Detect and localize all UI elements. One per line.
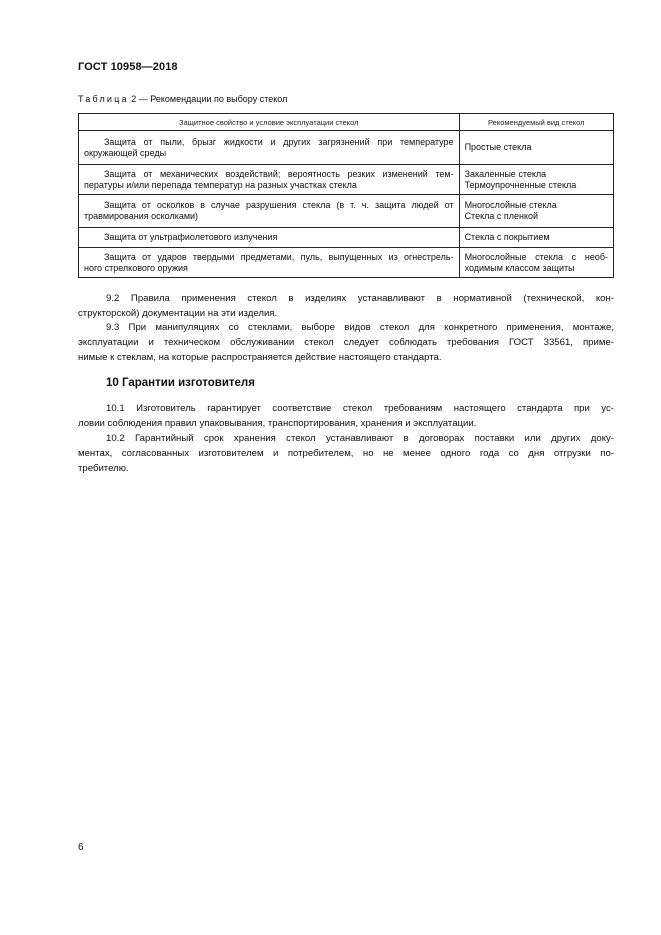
cell-line: ходимым классом защиты bbox=[464, 262, 575, 273]
paragraph-line: 10.2 Гарантийный срок хранения стекол устанавливают в договорах поставки или других доку- bbox=[106, 433, 614, 444]
table-caption bbox=[78, 94, 287, 104]
recommendation-cell bbox=[459, 248, 613, 278]
condition-cell bbox=[79, 195, 460, 228]
cell-line: Многослойные стекла bbox=[464, 200, 557, 210]
section-heading: 10 Гарантии изготовителя bbox=[106, 377, 255, 389]
paragraph-line: нимые к стеклам, на которые распространяется действие настоящего стандарта. bbox=[78, 352, 442, 363]
cell-line: окружающей среды bbox=[84, 147, 167, 158]
paragraph-line: ловии соблюдения правил упаковывания, транспортирования, хранения и эксплуатации. bbox=[78, 418, 477, 429]
clause-10-1 bbox=[78, 401, 614, 431]
cell-line: Закаленные стекла bbox=[464, 168, 547, 179]
cell-line: Защита от механических воздействий; вероятность резких изменений тем- bbox=[104, 168, 454, 179]
paragraph-line: 10.1 Изготовитель гарантирует соответствие стекол требованиям настоящего стандарта при ус- bbox=[106, 403, 614, 414]
recommendation-cell bbox=[459, 195, 613, 228]
table-caption-word: Таблица bbox=[78, 94, 129, 104]
column-header-recommendation: Рекомендуемый вид стекол bbox=[459, 114, 613, 131]
cell-line: Термоупрочненные стекла bbox=[464, 179, 577, 190]
cell-line: пературы и/или перепада температур на разных участках стекла bbox=[84, 179, 357, 190]
clause-9-3 bbox=[78, 320, 614, 365]
table-row bbox=[79, 131, 614, 165]
condition-cell bbox=[79, 248, 460, 278]
cell-line: Стекла с пленкой bbox=[464, 211, 539, 221]
cell-line: травмирования осколками) bbox=[84, 211, 199, 221]
table-caption-text: 2 — Рекомендации по выбору стекол bbox=[131, 94, 288, 104]
condition-cell bbox=[79, 228, 460, 248]
paragraph-line: 9.3 При манипуляциях со стеклами, выборе видов стекол для конкретного применения, монтаже, bbox=[106, 322, 614, 333]
table-row bbox=[79, 228, 614, 248]
clause-9-2 bbox=[78, 291, 614, 321]
table-row bbox=[79, 195, 614, 228]
page-number: 6 bbox=[78, 842, 84, 853]
paragraph-line: 9.2 Правила применения стекол в изделиях устанавливают в нормативной (технической, кон- bbox=[106, 293, 614, 304]
document-header: ГОСТ 10958—2018 bbox=[78, 61, 178, 73]
cell-line: Многослойные стекла с необ- bbox=[464, 251, 608, 262]
table-row bbox=[79, 165, 614, 195]
clause-10-2 bbox=[78, 431, 614, 476]
paragraph-line: ментах, согласованных изготовителем и потребителем, но не менее одного года со дня отгрузки по- bbox=[78, 448, 614, 459]
paragraph-line: эксплуатации и техническом обслуживании стекол следует соблюдать требования ГОСТ 33561, приме- bbox=[78, 337, 614, 348]
condition-cell bbox=[79, 165, 460, 195]
cell-line: Защита от ударов твердыми предметами, пуль, выпущенных из огнестрель- bbox=[104, 251, 454, 262]
recommendation-cell bbox=[459, 165, 613, 195]
cell-line: Защита от осколков в случае разрушения стекла (в т. ч. защита людей от bbox=[104, 200, 454, 210]
recommendations-table bbox=[78, 113, 614, 278]
paragraph-line: структорской) документации на эти изделия. bbox=[78, 308, 278, 319]
column-header-condition: Защитное свойство и условие эксплуатации стекол bbox=[79, 114, 460, 131]
cell-line: ного стрелкового оружия bbox=[84, 262, 188, 273]
recommendation-cell bbox=[459, 131, 613, 165]
recommendation-cell bbox=[459, 228, 613, 248]
paragraph-line: требителю. bbox=[78, 463, 129, 474]
table-header-row bbox=[79, 114, 614, 131]
condition-cell bbox=[79, 131, 460, 165]
cell-line: Защита от пыли, брызг жидкости и других загрязнений при температуре bbox=[104, 136, 454, 147]
table-row bbox=[79, 248, 614, 278]
cell-line: Простые стекла bbox=[464, 142, 532, 152]
cell-line: Защита от ультрафиолетового излучения bbox=[104, 232, 278, 242]
cell-line: Стекла с покрытием bbox=[464, 232, 550, 242]
